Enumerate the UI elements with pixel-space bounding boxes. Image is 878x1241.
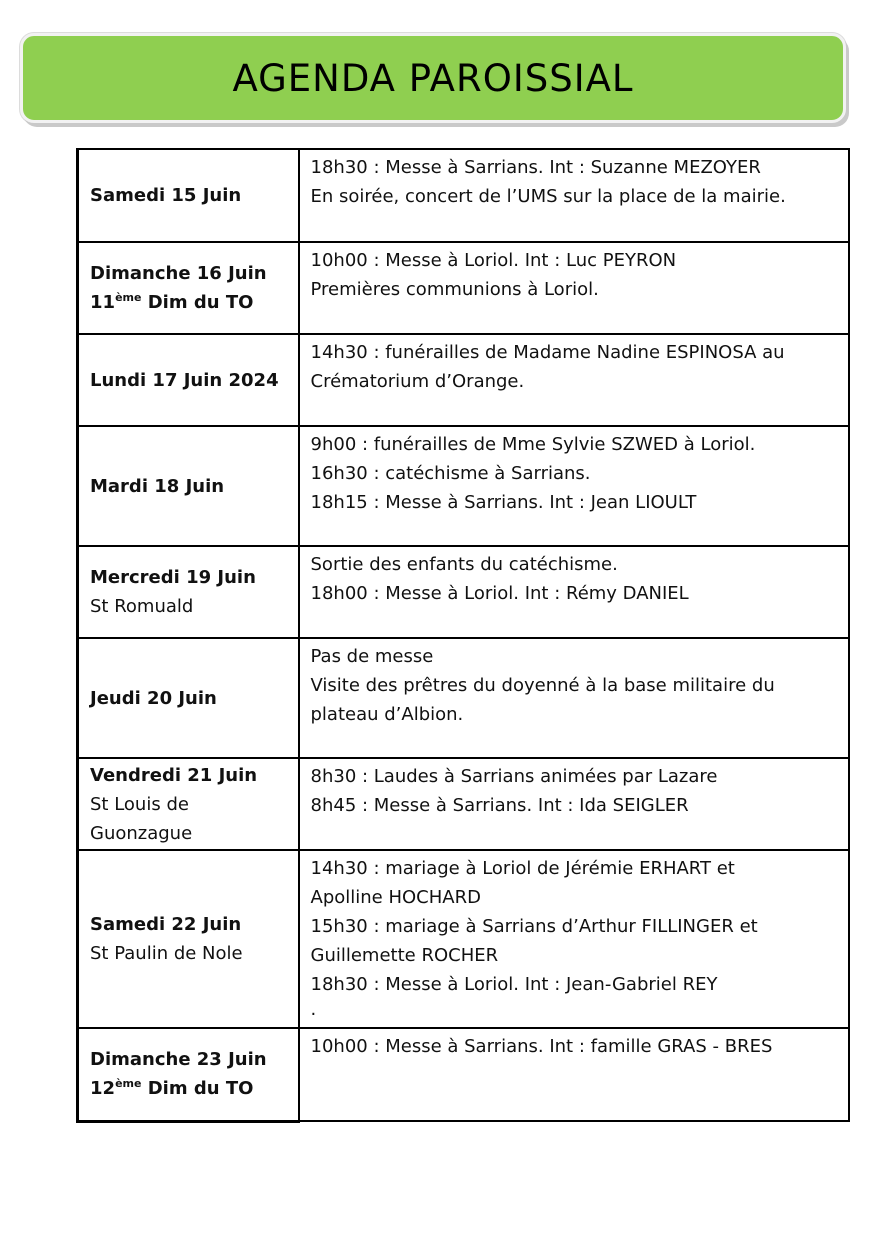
event-line: Visite des prêtres du doyenné à la base militaire du	[310, 675, 775, 696]
event-line: En soirée, concert de l’UMS sur la place de la mairie.	[310, 186, 786, 207]
event-line: Sortie des enfants du catéchisme.	[310, 554, 618, 575]
liturgical-label: 12ème Dim du TO	[90, 1077, 254, 1100]
events-cell	[299, 149, 849, 242]
saint-label: St Louis de	[90, 793, 189, 815]
day-label: Jeudi 20 Juin	[90, 687, 217, 709]
day-label: Samedi 22 Juin	[90, 914, 242, 935]
table-row	[78, 426, 849, 546]
events-cell	[299, 638, 849, 758]
events-cell	[299, 1028, 849, 1121]
event-line: 18h30 : Messe à Sarrians. Int : Suzanne MEZOYER	[310, 157, 761, 178]
date-cell	[78, 850, 299, 1028]
saint-label: St Romuald	[90, 596, 194, 617]
event-line: 9h00 : funérailles de Mme Sylvie SZWED à Loriol.	[310, 434, 756, 455]
saint-label: St Paulin de Nole	[90, 943, 243, 964]
day-label: Mardi 18 Juin	[90, 475, 225, 497]
table-row	[78, 242, 849, 334]
date-cell	[78, 546, 299, 638]
table-row	[78, 638, 849, 758]
table-row	[78, 546, 849, 638]
events-cell	[299, 758, 849, 850]
event-line: 8h30 : Laudes à Sarrians animées par Lazare	[310, 766, 718, 787]
day-label: Dimanche 23 Juin	[90, 1049, 267, 1071]
day-label: Samedi 15 Juin	[90, 185, 242, 206]
event-line: 8h45 : Messe à Sarrians. Int : Ida SEIGLER	[310, 795, 689, 816]
agenda-table	[76, 148, 850, 1123]
event-line: Apolline HOCHARD	[310, 887, 481, 908]
events-cell	[299, 426, 849, 546]
events-cell	[299, 242, 849, 334]
table-row	[78, 850, 849, 1028]
events-cell	[299, 850, 849, 1028]
date-cell	[78, 149, 299, 242]
table-row	[78, 149, 849, 242]
date-cell	[78, 242, 299, 334]
table-row	[78, 334, 849, 426]
date-cell	[78, 334, 299, 426]
event-line: 18h00 : Messe à Loriol. Int : Rémy DANIEL	[310, 583, 689, 604]
event-line: 16h30 : catéchisme à Sarrians.	[310, 463, 591, 484]
event-line: 18h30 : Messe à Loriol. Int : Jean-Gabriel REY	[310, 974, 718, 995]
title-banner	[20, 33, 846, 123]
event-line: Premières communions à Loriol.	[310, 279, 599, 300]
event-line: 14h30 : funérailles de Madame Nadine ESPINOSA au	[310, 342, 785, 363]
saint-label-cont: Guonzague	[90, 822, 193, 844]
table-row	[78, 1028, 849, 1121]
events-cell	[299, 546, 849, 638]
day-label: Vendredi 21 Juin	[90, 764, 258, 786]
liturgical-label: 11ème Dim du TO	[90, 291, 254, 313]
event-line: 10h00 : Messe à Sarrians. Int : famille GRAS - BRES	[310, 1036, 773, 1057]
table-row	[78, 758, 849, 850]
date-cell	[78, 758, 299, 850]
event-line: Pas de messe	[310, 646, 434, 667]
day-label: Lundi 17 Juin 2024	[90, 369, 279, 391]
event-line: Guillemette ROCHER	[310, 945, 499, 966]
events-cell	[299, 334, 849, 426]
date-cell	[78, 426, 299, 546]
event-line: 10h00 : Messe à Loriol. Int : Luc PEYRON	[310, 250, 677, 271]
day-label: Dimanche 16 Juin	[90, 263, 267, 284]
event-line: .	[310, 999, 317, 1020]
page-title: AGENDA PAROISSIAL	[232, 56, 634, 100]
event-line: plateau d’Albion.	[310, 704, 464, 725]
day-label: Mercredi 19 Juin	[90, 567, 256, 588]
event-line: 15h30 : mariage à Sarrians d’Arthur FILLINGER et	[310, 916, 758, 937]
date-cell	[78, 638, 299, 758]
event-line: 18h15 : Messe à Sarrians. Int : Jean LIOULT	[310, 492, 697, 513]
date-cell	[78, 1028, 299, 1121]
event-line: Crématorium d’Orange.	[310, 371, 525, 392]
event-line: 14h30 : mariage à Loriol de Jérémie ERHART et	[310, 858, 735, 879]
